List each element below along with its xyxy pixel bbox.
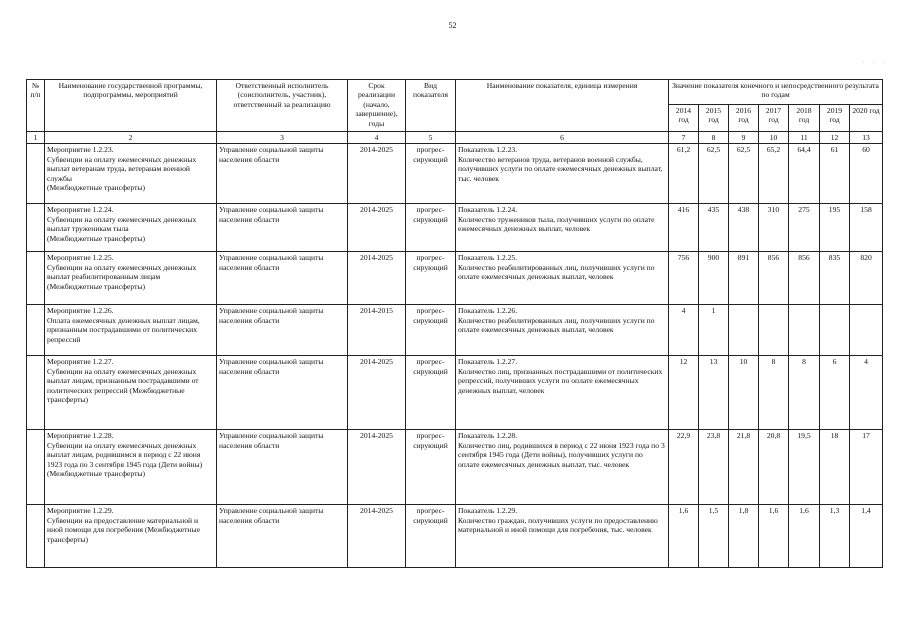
year-value xyxy=(850,305,883,356)
row-number xyxy=(27,204,45,252)
year-value: 856 xyxy=(789,252,820,305)
table-row xyxy=(27,430,883,505)
executor: Управление социальной защиты населения области xyxy=(217,505,348,568)
column-number: 9 xyxy=(729,132,759,144)
column-number: 12 xyxy=(820,132,850,144)
col-header-executor: Ответственный исполнитель (соисполнитель, участник), ответственный за реализацию xyxy=(217,80,348,132)
period: 2014-2025 xyxy=(348,252,406,305)
year-value: 195 xyxy=(820,204,850,252)
column-number: 10 xyxy=(759,132,789,144)
table-row xyxy=(27,252,883,305)
indicator-name: Показатель 1.2.24. Количество тружеников тыла, получивших услуги по оплате ежемесячных денежных выплат, человек xyxy=(456,204,669,252)
year-value: 438 xyxy=(729,204,759,252)
col-header-num: № п/п xyxy=(27,80,45,132)
year-value: 10 xyxy=(729,356,759,430)
indicator-type: прогрес-сирующий xyxy=(406,505,456,568)
year-value: 64,4 xyxy=(789,144,820,204)
period: 2014-2025 xyxy=(348,356,406,430)
year-value: 1,6 xyxy=(669,505,699,568)
year-value: 8 xyxy=(789,356,820,430)
year-value: 416 xyxy=(669,204,699,252)
year-value xyxy=(729,305,759,356)
column-number-row xyxy=(27,132,883,144)
year-value: 4 xyxy=(669,305,699,356)
indicator-name: Показатель 1.2.26. Количество реабилитированных лиц, получивших услуги по оплате ежемесячных денежных выплат, человек xyxy=(456,305,669,356)
col-header-program: Наименование государственной программы, подпрограммы, мероприятий xyxy=(45,80,217,132)
year-value: 856 xyxy=(759,252,789,305)
year-value: 65,2 xyxy=(759,144,789,204)
row-number xyxy=(27,505,45,568)
column-number: 1 xyxy=(27,132,45,144)
year-value xyxy=(789,305,820,356)
table-row xyxy=(27,204,883,252)
indicator-name: Показатель 1.2.28. Количество лиц, родившихся в период с 22 июня 1923 года по 3 сентября 1945 года (Дети войны), получивших услуги по оплате ежемесячных денежных выплат, тыс. человек xyxy=(456,430,669,505)
period: 2014-2025 xyxy=(348,144,406,204)
row-number xyxy=(27,144,45,204)
year-header: 2017 год xyxy=(759,105,789,132)
indicator-name: Показатель 1.2.29. Количество граждан, получивших услуги по предоставлению материальной и иной помощи для погребения, тыс. человек xyxy=(456,505,669,568)
year-header: 2019 год xyxy=(820,105,850,132)
executor: Управление социальной защиты населения области xyxy=(217,430,348,505)
header-row xyxy=(27,80,883,105)
row-number xyxy=(27,356,45,430)
indicator-name: Показатель 1.2.25. Количество реабилитированных лиц, получивших услуги по оплате ежемесячных денежных выплат, человек xyxy=(456,252,669,305)
year-value: 20,8 xyxy=(759,430,789,505)
measure-name: Мероприятие 1.2.25. Субвенции на оплату ежемесячных денежных выплат реабилитированным лицам (Межбюджетные трансферты) xyxy=(45,252,217,305)
indicator-type: прогрес-сирующий xyxy=(406,252,456,305)
year-value: 61,2 xyxy=(669,144,699,204)
page-number: 52 xyxy=(448,21,457,30)
col-header-type: Вид показателя xyxy=(406,80,456,132)
measure-name: Мероприятие 1.2.29. Субвенции на предоставление материальной и иной помощи для погребения (Межбюджетные трансферты) xyxy=(45,505,217,568)
year-value: 4 xyxy=(850,356,883,430)
year-value: 19,5 xyxy=(789,430,820,505)
column-number: 5 xyxy=(406,132,456,144)
year-value xyxy=(759,305,789,356)
executor: Управление социальной защиты населения области xyxy=(217,144,348,204)
indicator-type: прогрес-сирующий xyxy=(406,144,456,204)
measure-name: Мероприятие 1.2.24. Субвенции на оплату ежемесячных денежных выплат труженикам тыла (Межбюджетные трансферты) xyxy=(45,204,217,252)
column-number: 8 xyxy=(699,132,729,144)
year-value: 275 xyxy=(789,204,820,252)
year-value: 835 xyxy=(820,252,850,305)
column-number: 7 xyxy=(669,132,699,144)
column-number: 4 xyxy=(348,132,406,144)
margin-marks: · · · xyxy=(862,58,889,67)
indicator-type: прогрес-сирующий xyxy=(406,356,456,430)
period: 2014-2025 xyxy=(348,430,406,505)
column-number: 13 xyxy=(850,132,883,144)
row-number xyxy=(27,252,45,305)
year-value: 1,8 xyxy=(729,505,759,568)
year-value: 12 xyxy=(669,356,699,430)
year-value: 1,4 xyxy=(850,505,883,568)
executor: Управление социальной защиты населения области xyxy=(217,305,348,356)
year-value: 61 xyxy=(820,144,850,204)
year-header: 2014 год xyxy=(669,105,699,132)
year-header: 2015 год xyxy=(699,105,729,132)
indicator-name: Показатель 1.2.27. Количество лиц, признанных пострадавшими от политических репрессий, получивших услуги по оплате ежемесячных денежных выплат, человек xyxy=(456,356,669,430)
year-header: 2020 год xyxy=(850,105,883,132)
period: 2014-2025 xyxy=(348,505,406,568)
year-value xyxy=(820,305,850,356)
measure-name: Мероприятие 1.2.27. Субвенции на оплату ежемесячных денежных выплат лицам, признанным пострадавшими от политических репрессий (Межбюджетные трансферты) xyxy=(45,356,217,430)
row-number xyxy=(27,430,45,505)
column-number: 6 xyxy=(456,132,669,144)
row-number xyxy=(27,305,45,356)
executor: Управление социальной защиты населения области xyxy=(217,204,348,252)
col-header-indicator: Наименование показателя, единица измерения xyxy=(456,80,669,132)
period: 2014-2025 xyxy=(348,204,406,252)
year-header: 2016 год xyxy=(729,105,759,132)
year-value: 13 xyxy=(699,356,729,430)
table-row xyxy=(27,505,883,568)
year-value: 310 xyxy=(759,204,789,252)
column-number: 3 xyxy=(217,132,348,144)
indicators-table xyxy=(26,79,883,568)
indicator-name: Показатель 1.2.23. Количество ветеранов труда, ветеранов военной службы, получивших услуги по оплате ежемесячных денежных выплат, тыс. человек xyxy=(456,144,669,204)
year-value: 435 xyxy=(699,204,729,252)
period: 2014-2015 xyxy=(348,305,406,356)
year-value: 62,5 xyxy=(729,144,759,204)
executor: Управление социальной защиты населения области xyxy=(217,356,348,430)
measure-name: Мероприятие 1.2.23. Субвенции на оплату ежемесячных денежных выплат ветеранам труда, ветеранам военной службы (Межбюджетные трансферты) xyxy=(45,144,217,204)
measure-name: Мероприятие 1.2.28. Субвенции на оплату ежемесячных денежных выплат лицам, родившимся в период с 22 июня 1923 года по 3 сентября 1945 года (Дети войны) (Межбюджетные трансферты) xyxy=(45,430,217,505)
year-value: 62,5 xyxy=(699,144,729,204)
year-value: 820 xyxy=(850,252,883,305)
column-number: 2 xyxy=(45,132,217,144)
indicator-type: прогрес-сирующий xyxy=(406,204,456,252)
year-value: 21,8 xyxy=(729,430,759,505)
year-value: 1,3 xyxy=(820,505,850,568)
year-value: 158 xyxy=(850,204,883,252)
year-value: 1,5 xyxy=(699,505,729,568)
year-value: 6 xyxy=(820,356,850,430)
col-header-period: Срок реализации (начало, завершение), годы xyxy=(348,80,406,132)
column-number: 11 xyxy=(789,132,820,144)
year-header: 2018 год xyxy=(789,105,820,132)
table-row xyxy=(27,144,883,204)
year-value: 17 xyxy=(850,430,883,505)
year-value: 891 xyxy=(729,252,759,305)
table-row xyxy=(27,305,883,356)
year-value: 1,6 xyxy=(789,505,820,568)
year-value: 900 xyxy=(699,252,729,305)
year-value: 22,9 xyxy=(669,430,699,505)
year-value: 1 xyxy=(699,305,729,356)
col-header-values-group: Значение показателя конечного и непосредственного результата по годам xyxy=(669,80,883,105)
indicator-type: прогрес-сирующий xyxy=(406,305,456,356)
measure-name: Мероприятие 1.2.26. Оплата ежемесячных денежных выплат лицам, признанным пострадавшими от политических репрессий xyxy=(45,305,217,356)
indicator-type: прогрес-сирующий xyxy=(406,430,456,505)
year-value: 18 xyxy=(820,430,850,505)
year-value: 60 xyxy=(850,144,883,204)
year-value: 1,6 xyxy=(759,505,789,568)
table-row xyxy=(27,356,883,430)
executor: Управление социальной защиты населения области xyxy=(217,252,348,305)
year-value: 23,8 xyxy=(699,430,729,505)
year-value: 756 xyxy=(669,252,699,305)
year-value: 8 xyxy=(759,356,789,430)
